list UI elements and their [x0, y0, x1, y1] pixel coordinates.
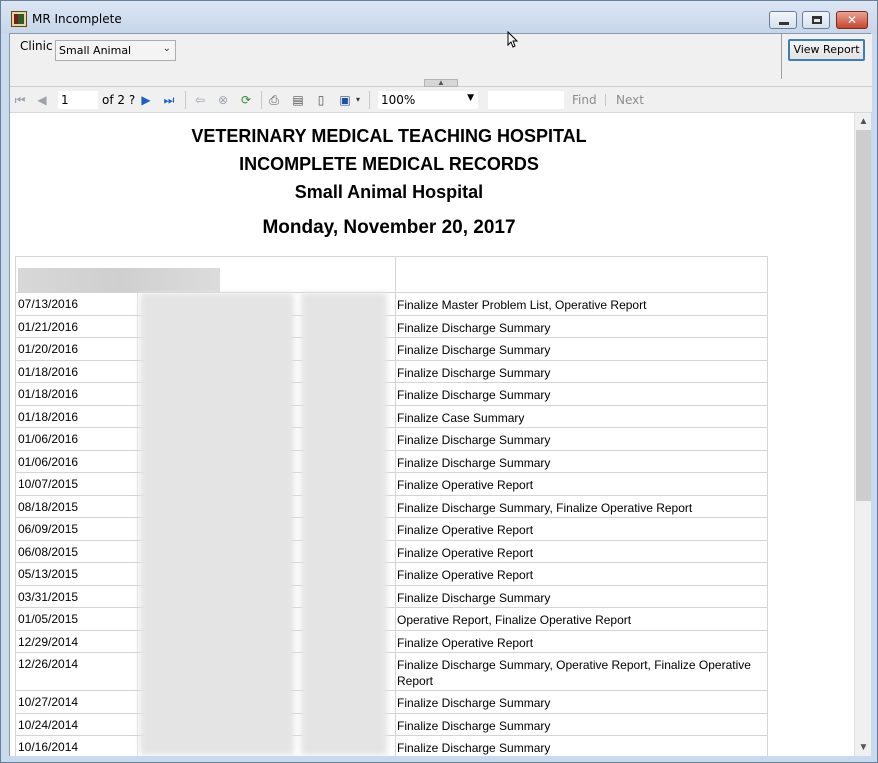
record-note: Finalize Discharge Summary, Finalize Operative Report — [397, 500, 693, 515]
table-row — [15, 631, 768, 654]
record-note: Finalize Discharge Summary — [397, 455, 551, 470]
record-date: 06/09/2015 — [18, 522, 79, 536]
column-divider — [137, 383, 138, 405]
column-divider — [395, 361, 396, 383]
column-divider — [137, 631, 138, 653]
column-divider — [137, 586, 138, 608]
column-divider — [395, 653, 396, 690]
record-date: 01/06/2016 — [18, 432, 79, 446]
current-page-input[interactable]: 1 — [58, 91, 98, 109]
record-date: 07/13/2016 — [18, 297, 79, 311]
record-note: Finalize Discharge Summary — [397, 433, 551, 447]
column-divider — [395, 736, 396, 756]
zoom-dropdown-icon: ▼ — [467, 93, 474, 103]
table-row — [15, 451, 768, 474]
record-date: 01/18/2016 — [18, 387, 79, 401]
mouse-cursor-icon — [507, 31, 519, 49]
record-date: 01/20/2016 — [18, 342, 79, 356]
report-hospital: Small Animal Hospital — [294, 182, 484, 202]
zoom-value: 100% — [381, 93, 416, 107]
record-date: 10/16/2014 — [18, 740, 79, 754]
column-divider — [395, 518, 396, 540]
record-note: Finalize Operative Report — [397, 568, 534, 582]
print-icon[interactable]: ⎙ — [269, 93, 279, 107]
column-divider — [395, 316, 396, 338]
record-note: Finalize Discharge Summary, Operative Report, Finalize Operative Report — [397, 658, 751, 688]
redacted-header — [18, 268, 220, 292]
stop-icon[interactable]: ⊗ — [217, 93, 229, 107]
redacted-column — [140, 293, 294, 755]
column-divider — [137, 541, 138, 563]
record-note: Finalize Operative Report — [397, 635, 534, 650]
minimize-button[interactable] — [769, 11, 797, 29]
column-divider — [395, 563, 396, 585]
record-date: 12/26/2014 — [18, 657, 79, 671]
window-title: MR Incomplete — [32, 12, 122, 26]
column-divider — [395, 406, 396, 428]
column-divider — [137, 714, 138, 736]
report-viewport[interactable] — [10, 113, 854, 756]
report-date: Monday, November 20, 2017 — [262, 217, 516, 238]
table-row — [15, 383, 768, 406]
record-note: Finalize Discharge Summary — [397, 343, 551, 357]
table-row — [15, 714, 768, 737]
record-date: 01/05/2015 — [18, 612, 79, 626]
table-row — [15, 653, 768, 691]
table-row — [15, 361, 768, 384]
record-note: Finalize Operative Report — [397, 545, 534, 560]
record-note: Finalize Operative Report — [397, 478, 534, 492]
record-date: 01/06/2016 — [18, 454, 79, 469]
column-divider — [137, 653, 138, 690]
column-divider — [395, 293, 396, 315]
maximize-button[interactable] — [802, 11, 830, 29]
view-report-button[interactable]: View Report — [788, 39, 865, 61]
column-divider — [395, 586, 396, 608]
column-divider — [137, 518, 138, 540]
record-date: 10/07/2015 — [18, 477, 79, 491]
toolbar-separator — [261, 91, 262, 109]
refresh-icon[interactable]: ⟳ — [240, 93, 252, 107]
toolbar-separator — [369, 91, 370, 109]
record-note: Finalize Discharge Summary — [397, 741, 551, 755]
column-divider — [137, 338, 138, 360]
record-note: Finalize Discharge Summary — [397, 590, 551, 605]
next-page-icon[interactable]: ▶ — [141, 93, 151, 107]
report-title: VETERINARY MEDICAL TEACHING HOSPITAL — [191, 126, 587, 146]
clinic-select[interactable] — [55, 40, 176, 61]
record-note: Finalize Discharge Summary — [397, 365, 551, 380]
export-dropdown-icon[interactable]: ▾ — [355, 95, 360, 104]
clinic-label: Clinic — [20, 39, 53, 53]
collapse-up-icon: ▲ — [437, 78, 445, 87]
column-divider — [137, 293, 138, 315]
record-date: 12/29/2014 — [18, 634, 79, 649]
table-row — [15, 293, 768, 316]
vertical-scrollbar[interactable] — [854, 113, 871, 756]
first-page-icon[interactable]: ⏮ — [14, 93, 26, 107]
column-divider — [137, 563, 138, 585]
column-divider — [395, 496, 396, 518]
column-divider — [137, 406, 138, 428]
zoom-select[interactable] — [378, 91, 478, 109]
table-row — [15, 406, 768, 429]
report-subtitle: INCOMPLETE MEDICAL RECORDS — [239, 154, 539, 174]
column-divider — [137, 608, 138, 630]
column-divider — [395, 473, 396, 495]
table-row — [15, 518, 768, 541]
param-divider — [781, 34, 782, 79]
column-divider — [137, 316, 138, 338]
close-icon: ✕ — [846, 13, 858, 27]
column-divider — [395, 631, 396, 653]
table-row — [15, 563, 768, 586]
column-divider — [395, 451, 396, 473]
record-note: Finalize Operative Report — [397, 523, 534, 537]
record-note: Operative Report, Finalize Operative Report — [397, 613, 632, 627]
record-date: 05/13/2015 — [18, 567, 79, 581]
table-row — [15, 586, 768, 609]
scroll-down-icon[interactable]: ▼ — [858, 742, 869, 753]
app-icon — [11, 11, 27, 27]
minimize-icon — [779, 22, 789, 25]
column-divider — [137, 451, 138, 473]
column-divider — [137, 361, 138, 383]
collapse-params-handle[interactable] — [424, 79, 458, 87]
table-row — [15, 608, 768, 631]
print-layout-icon[interactable]: ▤ — [292, 93, 304, 107]
record-date: 03/31/2015 — [18, 589, 79, 604]
record-date: 10/24/2014 — [18, 717, 79, 732]
toolbar-separator — [185, 91, 186, 109]
column-divider — [137, 691, 138, 713]
close-button[interactable] — [836, 11, 868, 29]
page-count: of 2 ? — [102, 93, 136, 107]
column-divider — [137, 428, 138, 450]
find-input[interactable] — [488, 91, 564, 109]
title-bar[interactable] — [1, 1, 877, 33]
column-divider — [137, 736, 138, 756]
column-divider — [395, 541, 396, 563]
last-page-icon[interactable]: ⏭ — [163, 93, 175, 107]
table-row — [15, 541, 768, 564]
back-icon[interactable]: ⇦ — [194, 93, 206, 107]
table-row — [15, 736, 768, 756]
table-row — [15, 338, 768, 361]
page-setup-icon[interactable]: ▯ — [317, 93, 325, 107]
record-note: Finalize Discharge Summary — [397, 320, 551, 335]
record-date: 06/08/2015 — [18, 544, 79, 559]
column-divider — [395, 338, 396, 360]
column-divider — [395, 608, 396, 630]
export-icon[interactable]: ▣ — [339, 93, 351, 107]
record-date: 08/18/2015 — [18, 499, 79, 514]
records-table — [15, 256, 768, 756]
record-date: 01/18/2016 — [18, 364, 79, 379]
record-note: Finalize Master Problem List, Operative Report — [397, 298, 647, 312]
previous-page-icon[interactable]: ◀ — [37, 93, 47, 107]
record-note: Finalize Discharge Summary — [397, 718, 551, 733]
column-divider — [137, 496, 138, 518]
table-row — [15, 316, 768, 339]
find-separator — [605, 94, 606, 106]
record-date: 01/21/2016 — [18, 319, 79, 334]
maximize-icon — [812, 16, 822, 24]
chevron-down-icon: ⌄ — [162, 43, 171, 54]
table-row — [15, 496, 768, 519]
clinic-select-value: Small Animal — [59, 44, 132, 57]
find-next-link[interactable]: Next — [616, 93, 644, 107]
find-link[interactable]: Find — [572, 93, 597, 107]
record-date: 01/18/2016 — [18, 409, 79, 424]
record-note: Finalize Discharge Summary — [397, 388, 551, 402]
record-note: Finalize Discharge Summary — [397, 696, 551, 710]
record-note: Finalize Case Summary — [397, 410, 525, 425]
table-row — [15, 428, 768, 451]
table-body — [15, 293, 768, 756]
column-divider — [395, 691, 396, 713]
client-area — [9, 33, 871, 756]
column-divider — [395, 383, 396, 405]
scroll-thumb[interactable] — [856, 130, 871, 501]
scroll-up-icon[interactable]: ▲ — [858, 116, 869, 127]
table-row — [15, 473, 768, 496]
report-toolbar — [10, 87, 872, 113]
parameter-panel — [10, 34, 872, 87]
redacted-column — [301, 293, 387, 755]
column-divider — [395, 714, 396, 736]
column-divider — [395, 257, 396, 293]
table-row — [15, 691, 768, 714]
column-divider — [137, 473, 138, 495]
record-date: 10/27/2014 — [18, 695, 79, 709]
table-header — [15, 256, 768, 293]
column-divider — [395, 428, 396, 450]
